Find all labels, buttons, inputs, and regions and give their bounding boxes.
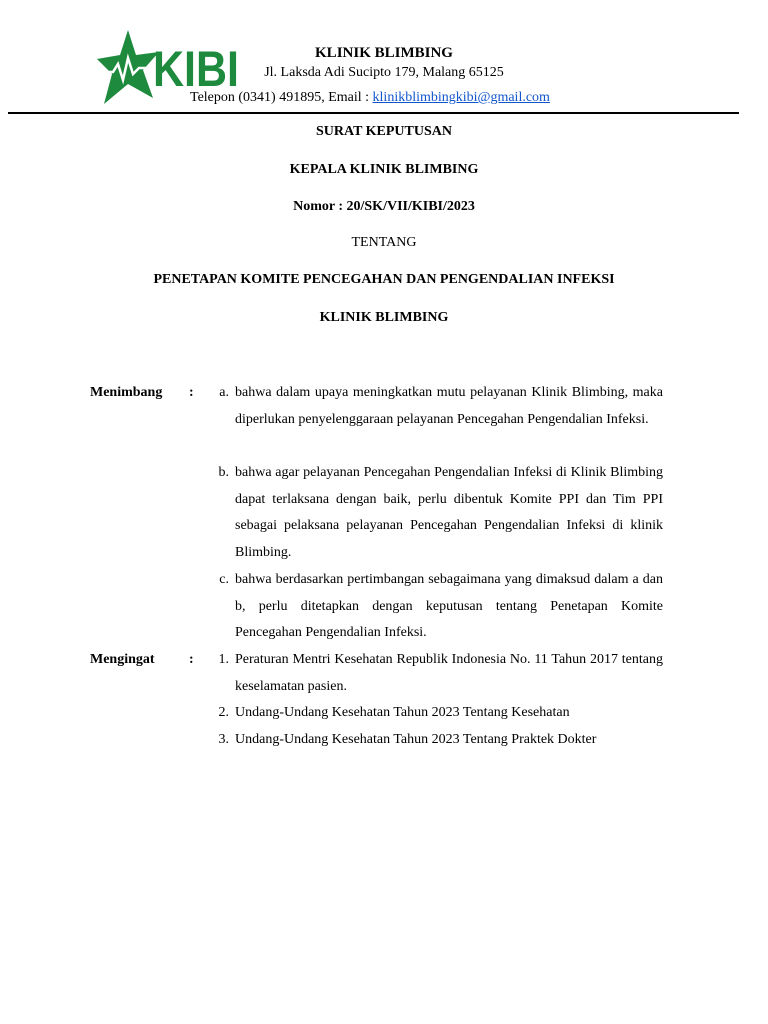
doc-number: Nomor : 20/SK/VII/KIBI/2023 bbox=[293, 199, 475, 214]
mengingat-item bbox=[205, 700, 663, 727]
item-text: Undang-Undang Kesehatan Tahun 2023 Tentang Praktek Dokter bbox=[235, 732, 597, 747]
clinic-address: Jl. Laksda Adi Sucipto 179, Malang 65125 bbox=[264, 65, 504, 80]
logo-text: KIBI bbox=[153, 41, 239, 97]
doc-subject-line1: PENETAPAN KOMITE PENCEGAHAN DAN PENGENDALIAN INFEKSI bbox=[153, 272, 615, 287]
doc-tentang: TENTANG bbox=[351, 235, 417, 250]
item-marker: b. bbox=[218, 465, 229, 480]
item-marker: 1. bbox=[218, 652, 229, 667]
menimbang-label: Menimbang bbox=[90, 385, 163, 400]
mengingat-colon: : bbox=[189, 652, 194, 667]
clinic-name: KLINIK BLIMBING bbox=[315, 45, 453, 61]
menimbang-item bbox=[205, 567, 663, 647]
item-marker: 3. bbox=[218, 732, 229, 747]
menimbang-item bbox=[205, 380, 663, 433]
clinic-contact bbox=[190, 90, 550, 106]
doc-title: SURAT KEPUTUSAN bbox=[315, 124, 452, 139]
mengingat-item bbox=[205, 647, 663, 700]
item-text: Undang-Undang Kesehatan Tahun 2023 Tentang Kesehatan bbox=[235, 705, 570, 720]
mengingat-item bbox=[205, 727, 663, 754]
menimbang-item bbox=[205, 460, 663, 567]
item-text: bahwa dalam upaya meningkatkan mutu pelayanan Klinik Blimbing, maka diperlukan penyelenggaraan pelayanan Pencegahan Pengendalian Infeksi. bbox=[235, 385, 663, 427]
item-marker: c. bbox=[219, 572, 229, 587]
letterhead-divider bbox=[8, 112, 739, 114]
item-text: Peraturan Mentri Kesehatan Republik Indonesia No. 11 Tahun 2017 tentang keselamatan pasien. bbox=[235, 652, 663, 694]
mengingat-label: Mengingat bbox=[90, 652, 155, 667]
item-marker: 2. bbox=[218, 705, 229, 720]
item-text: bahwa berdasarkan pertimbangan sebagaimana yang dimaksud dalam a dan b, perlu ditetapkan dengan keputusan tentang Penetapan Komite Pencegahan Pengendalian Infeksi. bbox=[235, 572, 663, 641]
item-text: bahwa agar pelayanan Pencegahan Pengendalian Infeksi di Klinik Blimbing dapat terlaksana dengan baik, perlu dibentuk Komite PPI dan Tim PPI sebagai pelaksana pelayanan Pencegahan Pengendalian Infeksi di klinik Blimbing. bbox=[235, 465, 663, 561]
phone-label: Telepon (0341) 491895, Email : bbox=[190, 90, 373, 105]
email-link[interactable]: klinikblimbingkibi@gmail.com bbox=[372, 90, 550, 105]
doc-issuer: KEPALA KLINIK BLIMBING bbox=[289, 162, 479, 177]
menimbang-colon: : bbox=[189, 385, 194, 400]
doc-subject-line2: KLINIK BLIMBING bbox=[319, 310, 449, 325]
item-marker: a. bbox=[219, 385, 229, 400]
